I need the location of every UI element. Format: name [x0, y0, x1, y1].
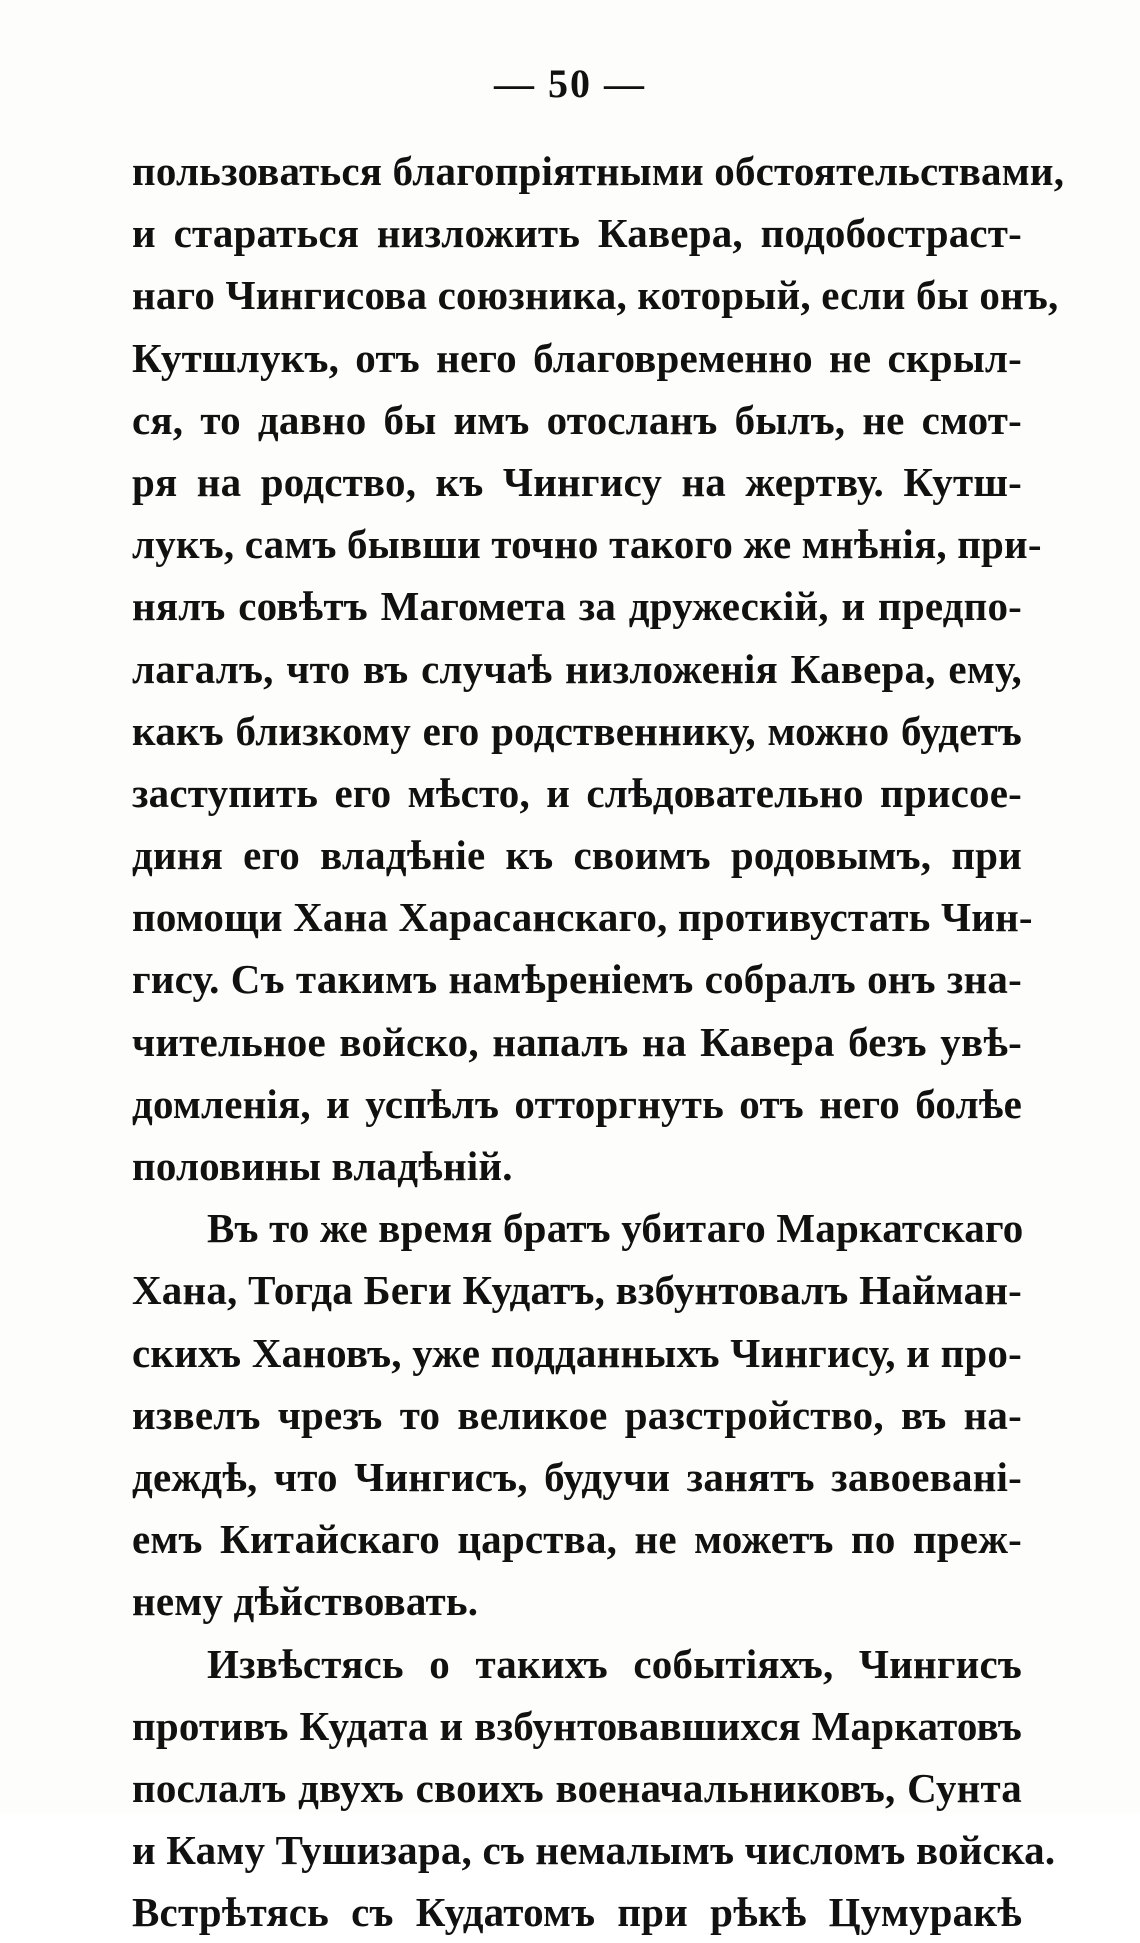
- text-line: какъ близкому его родственнику, можно будетъ: [132, 707, 1022, 754]
- text-line: нему дѣйствовать.: [132, 1578, 479, 1625]
- text-line: Извѣстясь о такихъ событіяхъ, Чингисъ: [207, 1640, 1022, 1687]
- text-line: Кутшлукъ, отъ него благовременно не скрыл-: [132, 334, 1022, 381]
- text-line: заступить его мѣсто, и слѣдовательно присое-: [132, 769, 1022, 816]
- text-line: диня его владѣніе къ своимъ родовымъ, при: [132, 832, 1022, 879]
- text-line: лагалъ, что въ случаѣ низложенія Кавера, ему,: [132, 645, 1022, 692]
- text-line: и Каму Тушизара, съ немалымъ числомъ войска.: [132, 1827, 1056, 1874]
- body-text: [132, 140, 1065, 1943]
- text-line: послалъ двухъ своихъ военачальниковъ, Сунта: [132, 1764, 1022, 1811]
- text-line: противъ Кудата и взбунтовавшихся Маркатовъ: [132, 1702, 1022, 1749]
- text-line: домленія, и успѣлъ отторгнуть отъ него болѣе: [132, 1080, 1022, 1127]
- text-line: помощи Хана Харасанскаго, противустать Чин-: [132, 894, 1033, 941]
- text-line: лукъ, самъ бывши точно такого же мнѣнія, при-: [132, 521, 1042, 568]
- text-line: ся, то давно бы имъ отосланъ былъ, не смот-: [132, 396, 1022, 443]
- text-line: наго Чингисова союзника, который, если бы онъ,: [132, 272, 1059, 319]
- text-line: пользоваться благопріятными обстоятельствами,: [132, 148, 1065, 194]
- text-line: половины владѣній.: [132, 1143, 513, 1189]
- text-line: деждѣ, что Чингисъ, будучи занятъ завоевані-: [132, 1453, 1022, 1500]
- text-line: гису. Съ такимъ намѣреніемъ собралъ онъ зна-: [132, 956, 1022, 1003]
- text-line: Въ то же время братъ убитаго Маркатскаго: [207, 1205, 1024, 1252]
- text-line: ря на родство, къ Чингису на жертву. Кутш-: [132, 458, 1022, 505]
- text-line: скихъ Хановъ, уже подданныхъ Чингису, и про-: [132, 1329, 1022, 1376]
- text-line: чительное войско, напалъ на Кавера безъ увѣ-: [132, 1018, 1022, 1065]
- text-line: емъ Китайскаго царства, не можетъ по преж-: [132, 1516, 1022, 1563]
- text-line: нялъ совѣтъ Магомета за дружескій, и предпо-: [132, 583, 1022, 630]
- text-line: Хана, Тогда Беги Кудатъ, взбунтовалъ Найман-: [132, 1267, 1022, 1314]
- page-number: — 50 —: [494, 61, 646, 106]
- text-line: Встрѣтясь съ Кудатомъ при рѣкѣ Цумуракѣ: [132, 1889, 1022, 1936]
- text-line: и стараться низложить Кавера, подобостраст-: [132, 210, 1022, 257]
- text-line: извелъ чрезъ то великое разстройство, въ на-: [132, 1391, 1022, 1438]
